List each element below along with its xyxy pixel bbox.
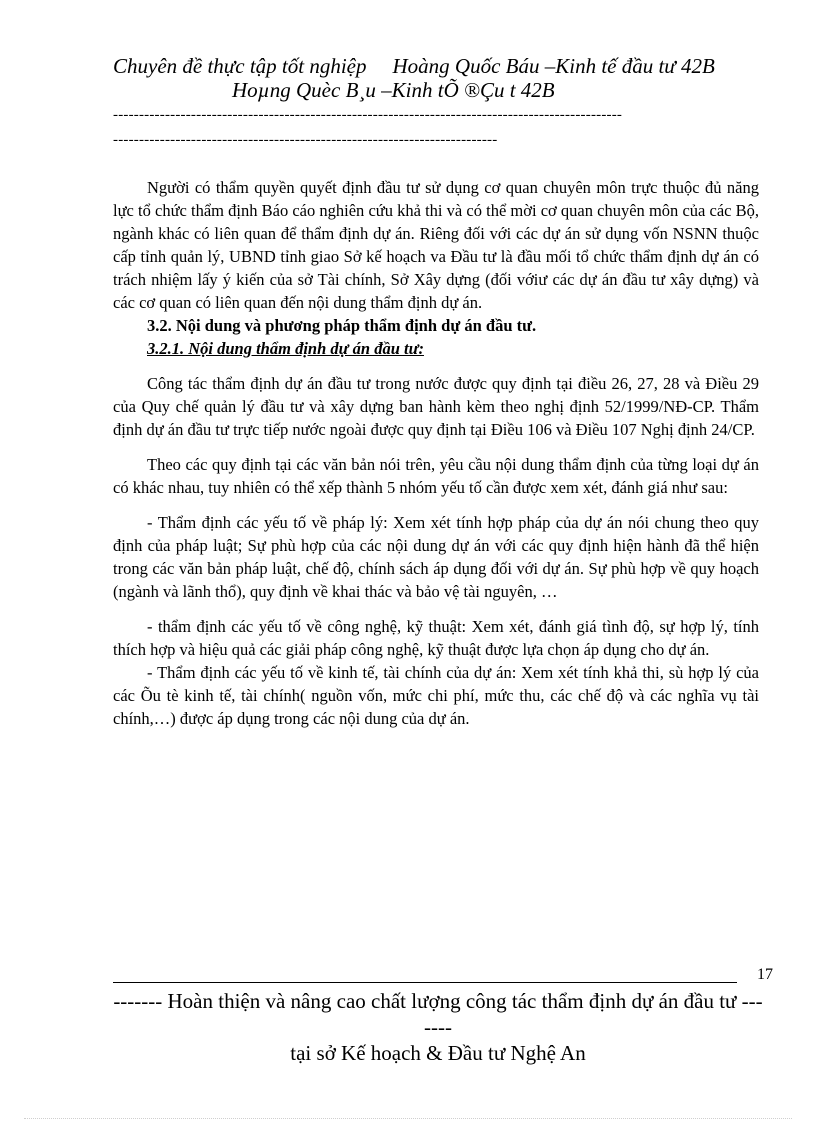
page-edge-dotted-line [24, 1118, 792, 1119]
running-header-line1 [113, 54, 816, 79]
paragraph-authority: Người có thẩm quyền quyết định đầu tư sử dụng cơ quan chuyên môn trực thuộc đủ năng lực tổ chức thẩm định Báo cáo nghiên cứu khả thi và có thể mời cơ quan chuyên môn của các Bộ, ngành khác có liên quan để thẩm định dự án. Riêng đối với các dự án sử dụng vốn NSNN thuộc cấp tỉnh quản lý, UBND tỉnh giao Sở kế hoạch va Đầu tư là đầu mối tổ chức thẩm định dự án có trách nhiệm lấy ý kiến của sở Tài chính, Sở Xây dựng (đối vớiư các dự án đầu tư xây dựng) và các cơ quan có liên quan đến nội dung thẩm định dự án. [113, 178, 759, 312]
footer-subtitle: tại sở Kế hoạch & Đầu tư Nghệ An [290, 1041, 586, 1065]
paragraph-legal: - Thẩm định các yếu tố về pháp lý: Xem xét tính hợp pháp của dự án nói chung theo quy định của pháp luật; Sự phù hợp của các nội dung dự án với các quy định hiện hành đã thể hiện trong các văn bản pháp luật, chế độ, chính sách áp dụng đối với dự án. Sự phù hợp về quy hoạch (ngành và lãnh thổ), quy định về khai thác và bảo vệ tài nguyên, … [113, 513, 759, 601]
paragraph-technology: - thẩm định các yếu tố về công nghệ, kỹ thuật: Xem xét, đánh giá tình độ, sự hợp lý, tính thích hợp và hiệu quả các giải pháp công nghệ, kỹ thuật được lựa chọn áp dụng cho dự án. [113, 617, 759, 659]
paragraph-economic: - Thẩm định các yếu tố về kinh tế, tài chính của dự án: Xem xét tính khả thi, sù hợp lý của các Õu tè kinh tế, tài chính( nguồn vốn, mức chi phí, mức thu, các chế độ và các nghĩa vụ tài chính,…) được áp dụng trong các nội dung của dự án. [113, 663, 759, 728]
footer-rule [113, 982, 737, 983]
header-author-right: Hoàng Quốc Báu –Kinh tế đầu tư 42B [392, 54, 715, 78]
subsection-heading-3-2-1: 3.2.1. Nội dung thẩm định dự án đầu tư: [147, 339, 424, 358]
running-footer [113, 988, 763, 1066]
header-rule-2: -------------------------------------------------------------------------- [113, 132, 498, 148]
section-heading-3-2: 3.2. Nội dung và phương pháp thẩm định dự án đầu tư. [147, 316, 537, 335]
paragraph-regulations: Công tác thẩm định dự án đầu tư trong nước được quy định tại điều 26, 27, 28 và Điều 29 của Quy chế quản lý đầu tư và xây dựng ban hành kèm theo nghị định 52/1999/NĐ-CP. Thẩm định dự án đầu tư trực tiếp nước ngoài được quy định tại Điều 106 và Điều 107 Nghị định 24/CP. [113, 374, 759, 439]
body-text [113, 176, 759, 730]
header-title-left: Chuyên đề thực tập tốt nghiệp [113, 54, 367, 78]
footer-title: ------- Hoàn thiện và nâng cao chất lượng công tác thẩm định dự án đầu tư ------- [113, 989, 763, 1039]
page-number: 17 [757, 966, 773, 983]
paragraph-groups: Theo các quy định tại các văn bản nói trên, yêu cầu nội dung thẩm định của từng loại dự án có khác nhau, tuy nhiên có thể xếp thành 5 nhóm yếu tố cần được xem xét, đánh giá như sau: [113, 455, 759, 497]
running-header-line2: Hoµng Quèc B¸u –Kinh tÕ ®Çu t 42B [232, 78, 555, 102]
header-rule-1: -------------------------------------------------------------------------------------------------- [113, 107, 623, 123]
